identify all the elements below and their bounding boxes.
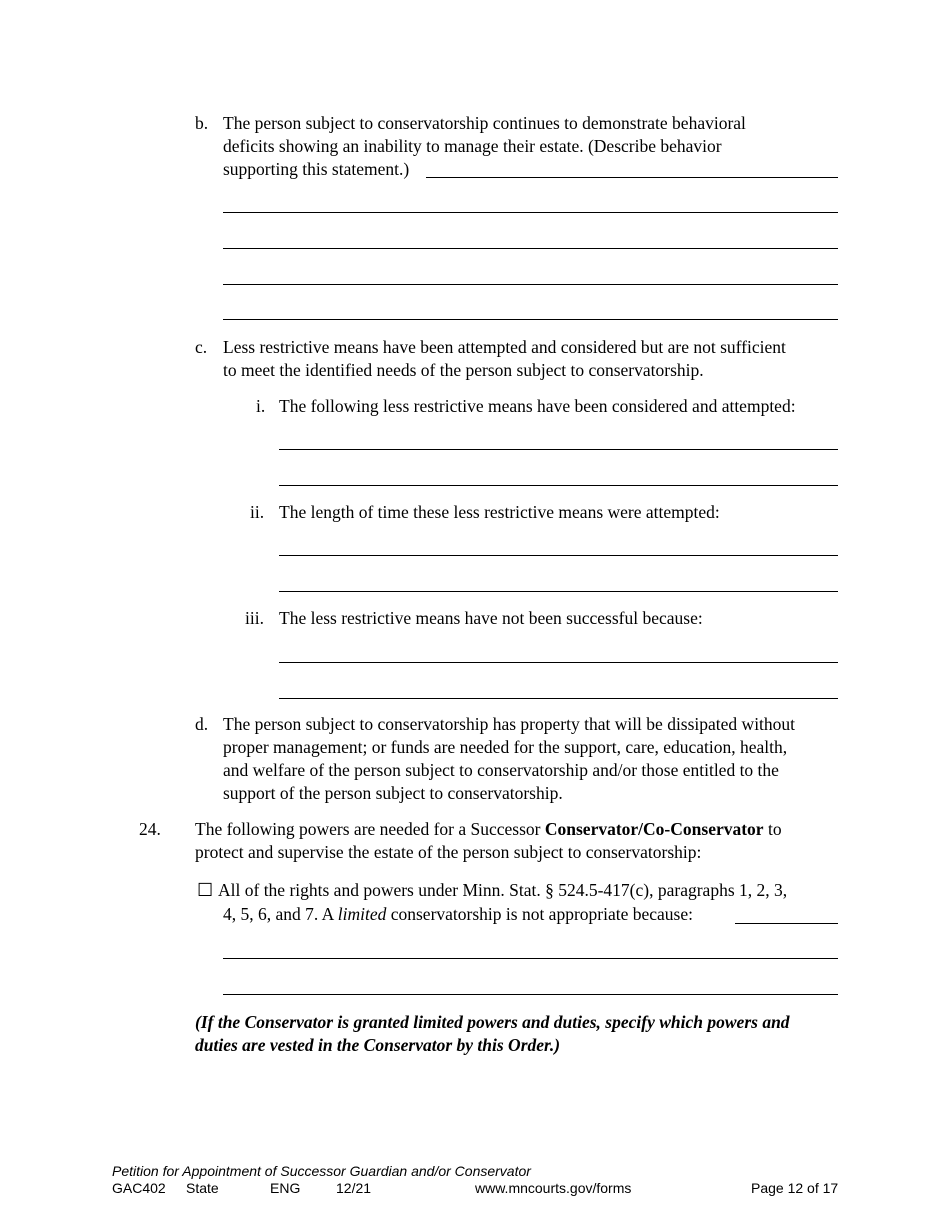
- item-d-text-line3: and welfare of the person subject to conservatorship and/or those entitled to the: [223, 760, 779, 780]
- item-d-text-line4: support of the person subject to conservatorship.: [223, 783, 563, 803]
- checkbox-label-pre: 4, 5, 6, and 7. A: [223, 904, 338, 924]
- item-b-marker: b.: [195, 113, 209, 133]
- item-b-answer-line[interactable]: [223, 319, 838, 320]
- item-c-i-text: The following less restrictive means have been considered and attempted:: [279, 396, 796, 416]
- item-c-ii-marker: ii.: [250, 502, 265, 522]
- checkbox-label-post: conservatorship is not appropriate because:: [386, 904, 693, 924]
- item-d-marker: d.: [195, 714, 209, 734]
- instruction-note-line1: (If the Conservator is granted limited powers and duties, specify which powers and: [195, 1012, 790, 1032]
- item-c-i-answer-line[interactable]: [279, 485, 838, 486]
- section-24-text-pre: The following powers are needed for a Successor: [195, 819, 545, 839]
- limited-reason-line-inline[interactable]: [735, 923, 838, 924]
- footer-url[interactable]: www.mncourts.gov/forms: [475, 1180, 632, 1196]
- item-c-text-line2: to meet the identified needs of the person subject to conservatorship.: [223, 360, 704, 380]
- item-b-answer-line-inline[interactable]: [426, 177, 838, 178]
- item-b-answer-line[interactable]: [223, 284, 838, 285]
- item-b-answer-line[interactable]: [223, 248, 838, 249]
- item-c-iii-answer-line[interactable]: [279, 662, 838, 663]
- section-24-text-post: to: [763, 819, 782, 839]
- footer-page-number: Page 12 of 17: [751, 1180, 839, 1196]
- item-c-i-marker: i.: [256, 396, 266, 416]
- all-powers-checkbox-label-line1: All of the rights and powers under Minn. Stat. § 524.5-417(c), paragraphs 1, 2, 3,: [218, 880, 788, 900]
- footer-jurisdiction: State: [186, 1180, 219, 1196]
- item-c-ii-text: The length of time these less restrictive means were attempted:: [279, 502, 720, 522]
- item-c-iii-answer-line[interactable]: [279, 698, 838, 699]
- item-b-text-line1: The person subject to conservatorship continues to demonstrate behavioral: [223, 113, 746, 133]
- all-powers-checkbox[interactable]: ☐: [197, 880, 214, 900]
- section-24-bold-role: Conservator/Co-Conservator: [544, 819, 764, 839]
- instruction-note-line2: duties are vested in the Conservator by this Order.): [195, 1035, 561, 1055]
- section-24-text-line1: [195, 818, 782, 841]
- item-b-answer-line[interactable]: [223, 212, 838, 213]
- item-b-text-line2: deficits showing an inability to manage their estate. (Describe behavior: [223, 136, 722, 156]
- item-d-text-line1: The person subject to conservatorship has property that will be dissipated without: [223, 714, 796, 734]
- footer-revision: 12/21: [336, 1180, 372, 1196]
- footer-language: ENG: [270, 1180, 301, 1196]
- limited-reason-line[interactable]: [223, 994, 838, 995]
- item-c-iii-marker: iii.: [245, 608, 264, 628]
- item-c-text-line1: Less restrictive means have been attempted and considered but are not sufficient: [223, 337, 786, 357]
- footer-form-title: Petition for Appointment of Successor Guardian and/or Conservator: [112, 1163, 531, 1179]
- item-c-iii-text: The less restrictive means have not been successful because:: [279, 608, 703, 628]
- section-24-number: 24.: [139, 819, 161, 839]
- item-d-text-line2: proper management; or funds are needed for the support, care, education, health,: [223, 737, 788, 757]
- item-b-text-line3: supporting this statement.): [223, 159, 410, 179]
- item-c-ii-answer-line[interactable]: [279, 555, 838, 556]
- all-powers-checkbox-label-line2: [223, 903, 693, 926]
- item-c-marker: c.: [195, 337, 208, 357]
- limited-reason-line[interactable]: [223, 958, 838, 959]
- footer-form-code: GAC402: [112, 1180, 166, 1196]
- item-c-ii-answer-line[interactable]: [279, 591, 838, 592]
- item-c-i-answer-line[interactable]: [279, 449, 838, 450]
- checkbox-label-italic: limited: [337, 904, 387, 924]
- section-24-text-line2: protect and supervise the estate of the person subject to conservatorship:: [195, 842, 702, 862]
